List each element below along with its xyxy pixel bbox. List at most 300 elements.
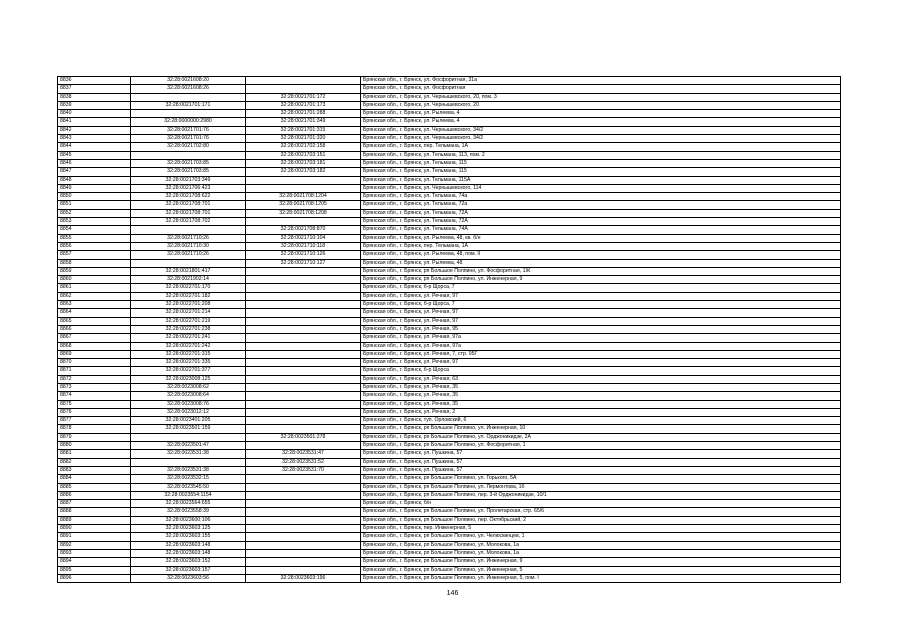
row-number-cell: 8837 [58,85,131,93]
table-row [58,350,841,358]
parcel-cadastral-number-cell: 32:28:0023501:159 [131,425,246,433]
table-row [58,259,841,267]
row-number-cell: 8868 [58,342,131,350]
parcel-cadastral-number-cell: 32:28:0023008:64 [131,392,246,400]
address-cell: Брянская обл., г. Брянск, ул. Тельмана, 115А [361,176,841,184]
row-number-cell: 8851 [58,201,131,209]
row-number-cell: 8861 [58,284,131,292]
row-number-cell: 8843 [58,135,131,143]
row-number-cell: 8883 [58,466,131,474]
row-number-cell: 8865 [58,317,131,325]
table-row [58,508,841,516]
row-number-cell: 8854 [58,226,131,234]
parcel-cadastral-number-cell: 32:28:0023008:62 [131,383,246,391]
parcel-cadastral-number-cell: 32:28:0021703:349 [131,176,246,184]
building-cadastral-number-cell: 32:28:0021708:1205 [246,201,361,209]
table-row [58,118,841,126]
building-cadastral-number-cell [246,417,361,425]
building-cadastral-number-cell [246,525,361,533]
row-number-cell: 8882 [58,458,131,466]
building-cadastral-number-cell [246,408,361,416]
row-number-cell: 8838 [58,93,131,101]
row-number-cell: 8862 [58,292,131,300]
table-row [58,359,841,367]
row-number-cell: 8856 [58,242,131,250]
address-cell: Брянская обл., г. Брянск, ул. Речная, 97а [361,334,841,342]
table-row [58,408,841,416]
table-row [58,309,841,317]
building-cadastral-number-cell [246,267,361,275]
address-cell: Брянская обл., г. Брянск, ул. Речная, 97 [361,309,841,317]
address-cell: Брянская обл., г. Брянск, рп Большое Полпино, ул. Инженерная, 9 [361,558,841,566]
address-cell: Брянская обл., г. Брянск, ул. Речная, 63 [361,375,841,383]
parcel-cadastral-number-cell: 32:28:0023532:15 [131,475,246,483]
parcel-cadastral-number-cell: 32:28:0021701:171 [131,101,246,109]
address-cell: Брянская обл., г. Брянск, туп. Орловский, 6 [361,417,841,425]
building-cadastral-number-cell [246,309,361,317]
row-number-cell: 8869 [58,350,131,358]
building-cadastral-number-cell [246,350,361,358]
address-cell: Брянская обл., г. Брянск, рп Большое Полпино, пер. 3-й Орджоникидзе, 10/1 [361,491,841,499]
table-row [58,392,841,400]
building-cadastral-number-cell [246,516,361,524]
address-cell: Брянская обл., г. Брянск, рп Большое Полпино, ул. Челюскинцев, 1 [361,533,841,541]
building-cadastral-number-cell [246,292,361,300]
address-cell: Брянская обл., г. Брянск, ул. Чернышевского, 20 [361,101,841,109]
row-number-cell: 8841 [58,118,131,126]
parcel-cadastral-number-cell: 32:28:0023564:655 [131,500,246,508]
address-cell: Брянская обл., г. Брянск, б/н [361,500,841,508]
table-row [58,77,841,85]
parcel-cadastral-number-cell: 32:28:0022701:377 [131,367,246,375]
address-cell: Брянская обл., г. Брянск, ул. Речная, 97а [361,342,841,350]
parcel-cadastral-number-cell: 32:28:0021801:417 [131,267,246,275]
row-number-cell: 8886 [58,491,131,499]
building-cadastral-number-cell: 32:28:0021701:349 [246,118,361,126]
row-number-cell: 8871 [58,367,131,375]
table-row [58,466,841,474]
table-row [58,168,841,176]
building-cadastral-number-cell [246,325,361,333]
address-cell: Брянская обл., г. Брянск, ул. Речная, 97 [361,292,841,300]
table-row [58,184,841,192]
parcel-cadastral-number-cell: 32:28:0021701:76 [131,126,246,134]
building-cadastral-number-cell [246,276,361,284]
address-cell: Брянская обл., г. Брянск, ул. Тельмана, 74а [361,193,841,201]
address-cell: Брянская обл., г. Брянск, рп Большое Полпино, ул. Лермонтова, 1б [361,483,841,491]
row-number-cell: 8881 [58,450,131,458]
table-row [58,442,841,450]
table-row [58,325,841,333]
parcel-cadastral-number-cell: 32:28:0021703:85 [131,168,246,176]
address-cell: Брянская обл., г. Брянск, рп Большое Полпино, ул. Инженерная, 5, пом. I [361,574,841,582]
table-row [58,400,841,408]
table-row [58,549,841,557]
address-cell: Брянская обл., г. Брянск, рп Большое Полпино, ул. Инженерная, 5 [361,566,841,574]
building-cadastral-number-cell: 32:28:0021703:182 [246,168,361,176]
table-row [58,566,841,574]
table-row [58,209,841,217]
row-number-cell: 8846 [58,159,131,167]
row-number-cell: 8852 [58,209,131,217]
row-number-cell: 8840 [58,110,131,118]
address-cell: Брянская обл., г. Брянск, ул. Тельмана, 74А [361,226,841,234]
table-row [58,201,841,209]
row-number-cell: 8853 [58,218,131,226]
building-cadastral-number-cell [246,176,361,184]
address-cell: Брянская обл., г. Брянск, ул. Тельмана, 72А [361,218,841,226]
building-cadastral-number-cell: 32:28:0021708:1204 [246,193,361,201]
table-row [58,292,841,300]
row-number-cell: 8866 [58,325,131,333]
address-cell: Брянская обл., г. Брянск, ул. Пушкина, 57 [361,450,841,458]
parcel-cadastral-number-cell: 32:28:0022701:219 [131,317,246,325]
address-cell: Брянская обл., г. Брянск, рп Большое Полпино, ул. Фосфоритная, 1 [361,442,841,450]
parcel-cadastral-number-cell [131,151,246,159]
address-cell: Брянская обл., г. Брянск, ул. Чернышевского, 34/2 [361,135,841,143]
table-row [58,276,841,284]
building-cadastral-number-cell [246,367,361,375]
parcel-cadastral-number-cell: 32:28:0021608:20 [131,77,246,85]
building-cadastral-number-cell [246,375,361,383]
address-cell: Брянская обл., г. Брянск, ул. Тельмана, 115 [361,159,841,167]
table-row [58,151,841,159]
table-row [58,500,841,508]
table-row [58,533,841,541]
table-row [58,574,841,582]
parcel-cadastral-number-cell: 32:28:0021702:80 [131,143,246,151]
row-number-cell: 8889 [58,516,131,524]
building-cadastral-number-cell [246,549,361,557]
address-cell: Брянская обл., г. Брянск, рп Большое Полпино, ул. Инженерная, 9 [361,276,841,284]
parcel-cadastral-number-cell: 32:28:0023008:125 [131,375,246,383]
table-row [58,433,841,441]
building-cadastral-number-cell [246,508,361,516]
row-number-cell: 8860 [58,276,131,284]
address-cell: Брянская обл., г. Брянск, пер. Тельмана, 1А [361,242,841,250]
building-cadastral-number-cell [246,218,361,226]
parcel-cadastral-number-cell: 32:28:0022701:241 [131,334,246,342]
building-cadastral-number-cell [246,184,361,192]
address-cell: Брянская обл., г. Брянск, б-р Щорса, 7 [361,301,841,309]
table-row [58,284,841,292]
data-table-container [57,76,841,583]
parcel-cadastral-number-cell [131,93,246,101]
parcel-cadastral-number-cell: 32:28:0021703:85 [131,159,246,167]
parcel-cadastral-number-cell: 32:28:0022701:182 [131,292,246,300]
table-row [58,558,841,566]
row-number-cell: 8850 [58,193,131,201]
table-row [58,193,841,201]
parcel-cadastral-number-cell: 32:28:0023603:148 [131,549,246,557]
parcel-cadastral-number-cell: 32:28:0021701:76 [131,135,246,143]
building-cadastral-number-cell: 32:28:0021710:127 [246,259,361,267]
building-cadastral-number-cell [246,85,361,93]
parcel-cadastral-number-cell: 32:28:0023401:205 [131,417,246,425]
building-cadastral-number-cell: 32:28:0021708:1208 [246,209,361,217]
row-number-cell: 8879 [58,433,131,441]
parcel-cadastral-number-cell: 32:28:0021708:701 [131,201,246,209]
building-cadastral-number-cell [246,442,361,450]
building-cadastral-number-cell: 32:28:0023531:70 [246,466,361,474]
table-row [58,483,841,491]
parcel-cadastral-number-cell: 32:28:0021710:26 [131,251,246,259]
address-cell: Брянская обл., г. Брянск, ул. Фосфоритная [361,85,841,93]
row-number-cell: 8864 [58,309,131,317]
address-cell: Брянская обл., г. Брянск, ул. Рылеева, 48 [361,259,841,267]
address-cell: Брянская обл., г. Брянск, ул. Речная, 7, стр. 95Г [361,350,841,358]
building-cadastral-number-cell [246,359,361,367]
table-row [58,159,841,167]
address-cell: Брянская обл., г. Брянск, ул. Тельмана, 115 [361,168,841,176]
building-cadastral-number-cell: 32:28:0021710:104 [246,234,361,242]
parcel-cadastral-number-cell [131,433,246,441]
table-row [58,93,841,101]
row-number-cell: 8867 [58,334,131,342]
table-row [58,425,841,433]
parcel-cadastral-number-cell: 32:28:0021710:30 [131,242,246,250]
parcel-cadastral-number-cell: 32:28:0023603:152 [131,558,246,566]
address-cell: Брянская обл., г. Брянск, ул. Тельмана, 72а [361,201,841,209]
table-row [58,475,841,483]
building-cadastral-number-cell: 32:28:0023603:196 [246,574,361,582]
parcel-cadastral-number-cell: 32:28:0023545:50 [131,483,246,491]
address-cell: Брянская обл., г. Брянск, ул. Фосфоритная, 31а [361,77,841,85]
building-cadastral-number-cell [246,558,361,566]
row-number-cell: 8878 [58,425,131,433]
table-row [58,234,841,242]
table-row [58,176,841,184]
building-cadastral-number-cell: 32:28:0021703:181 [246,159,361,167]
building-cadastral-number-cell [246,566,361,574]
row-number-cell: 8863 [58,301,131,309]
row-number-cell: 8845 [58,151,131,159]
parcel-cadastral-number-cell: 32:28:0022701:214 [131,309,246,317]
building-cadastral-number-cell [246,77,361,85]
table-row [58,85,841,93]
parcel-cadastral-number-cell: 32:28:0023603:155 [131,533,246,541]
address-cell: Брянская обл., г. Брянск, ул. Чернышевского, 34/2 [361,126,841,134]
building-cadastral-number-cell [246,500,361,508]
row-number-cell: 8874 [58,392,131,400]
table-row [58,541,841,549]
address-cell: Брянская обл., г. Брянск, рп Большое Полпино, ул. Молокова, 1а [361,541,841,549]
table-row [58,450,841,458]
building-cadastral-number-cell [246,301,361,309]
building-cadastral-number-cell [246,533,361,541]
table-row [58,375,841,383]
row-number-cell: 8893 [58,549,131,557]
address-cell: Брянская обл., г. Брянск, б-р Щорса [361,367,841,375]
building-cadastral-number-cell [246,491,361,499]
parcel-cadastral-number-cell: 32:28:0023558:39 [131,508,246,516]
building-cadastral-number-cell: 32:28:0021701:288 [246,110,361,118]
building-cadastral-number-cell [246,541,361,549]
table-body [58,77,841,583]
parcel-cadastral-number-cell: 32:28:0021710:26 [131,234,246,242]
table-row [58,301,841,309]
parcel-cadastral-number-cell: 32:28:0021708:701 [131,209,246,217]
building-cadastral-number-cell [246,483,361,491]
address-cell: Брянская обл., г. Брянск, ул. Рылеева, 4 [361,110,841,118]
building-cadastral-number-cell: 32:28:0021708:870 [246,226,361,234]
table-row [58,334,841,342]
address-cell: Брянская обл., г. Брянск, ул. Речная, 97 [361,359,841,367]
table-row [58,218,841,226]
row-number-cell: 8847 [58,168,131,176]
parcel-cadastral-number-cell: 32:28:0021608:26 [131,85,246,93]
parcel-cadastral-number-cell: 32:28:0023008:76 [131,400,246,408]
address-cell: Брянская обл., г. Брянск, пер. Инженерная, 5 [361,525,841,533]
address-cell: Брянская обл., г. Брянск, ул. Пушкина, 57 [361,458,841,466]
parcel-cadastral-number-cell: 32:28:0023603:125 [131,525,246,533]
parcel-cadastral-number-cell: 32:28:0023603:56 [131,574,246,582]
table-row [58,525,841,533]
row-number-cell: 8839 [58,101,131,109]
building-cadastral-number-cell [246,383,361,391]
parcel-cadastral-number-cell: 32:28:0023501:47 [131,442,246,450]
parcel-cadastral-number-cell: 32:28:0022701:335 [131,359,246,367]
table-row [58,516,841,524]
table-row [58,126,841,134]
row-number-cell: 8872 [58,375,131,383]
row-number-cell: 8884 [58,475,131,483]
parcel-cadastral-number-cell: 32:28:0021708:702 [131,218,246,226]
parcel-cadastral-number-cell: 32:28:0021902:14 [131,276,246,284]
building-cadastral-number-cell: 32:28:0021710:118 [246,242,361,250]
parcel-cadastral-number-cell: 32:28:0021708:622 [131,193,246,201]
parcel-cadastral-number-cell [131,110,246,118]
row-number-cell: 8892 [58,541,131,549]
parcel-cadastral-number-cell [131,226,246,234]
parcel-cadastral-number-cell: 32:28:0022701:208 [131,301,246,309]
row-number-cell: 8888 [58,508,131,516]
parcel-cadastral-number-cell: 32:28:0023603:157 [131,566,246,574]
address-cell: Брянская обл., г. Брянск, ул. Речная, 35 [361,400,841,408]
row-number-cell: 8895 [58,566,131,574]
address-cell: Брянская обл., г. Брянск, пер. Тельмана, 1А [361,143,841,151]
address-cell: Брянская обл., г. Брянск, ул. Рылеева, 4 [361,118,841,126]
row-number-cell: 8858 [58,259,131,267]
row-number-cell: 8891 [58,533,131,541]
row-number-cell: 8855 [58,234,131,242]
table-row [58,267,841,275]
address-cell: Брянская обл., г. Брянск, рп Большое Полпино, ул. Молокова, 1а [361,549,841,557]
address-cell: Брянская обл., г. Брянск, б-р Щорса, 7 [361,284,841,292]
row-number-cell: 8890 [58,525,131,533]
address-cell: Брянская обл., г. Брянск, рп Большое Полпино, ул. Фосфоритная, 1Ж [361,267,841,275]
row-number-cell: 8873 [58,383,131,391]
address-cell: Брянская обл., г. Брянск, ул. Речная, 35 [361,392,841,400]
parcel-cadastral-number-cell: 32:28:0023531:38 [131,450,246,458]
building-cadastral-number-cell: 32:28:0021703:151 [246,151,361,159]
address-cell: Брянская обл., г. Брянск, ул. Речная, 95 [361,325,841,333]
parcel-cadastral-number-cell: 32:28:0023531:38 [131,466,246,474]
building-cadastral-number-cell: 32:28:0021701:320 [246,135,361,143]
address-cell: Брянская обл., г. Брянск, ул. Чернышевского, 114 [361,184,841,192]
table-row [58,135,841,143]
parcel-cadastral-number-cell: 32:28:0023012:12 [131,408,246,416]
building-cadastral-number-cell: 32:28:0023531:52 [246,458,361,466]
table-row [58,458,841,466]
table-row [58,226,841,234]
address-cell: Брянская обл., г. Брянск, ул. Рылеева, 48, пом. II [361,251,841,259]
table-row [58,110,841,118]
building-cadastral-number-cell [246,392,361,400]
table-row [58,383,841,391]
row-number-cell: 8887 [58,500,131,508]
parcel-cadastral-number-cell: 32:28:0021706:423 [131,184,246,192]
address-cell: Брянская обл., г. Брянск, ул. Речная, 97 [361,317,841,325]
address-cell: Брянская обл., г. Брянск, ул. Пушкина, 57 [361,466,841,474]
address-cell: Брянская обл., г. Брянск, рп Большое Полпино, ул. Горького, 5А [361,475,841,483]
table-row [58,101,841,109]
building-cadastral-number-cell [246,425,361,433]
parcel-cadastral-number-cell: 32:28:0022701:238 [131,325,246,333]
building-cadastral-number-cell [246,284,361,292]
parcel-cadastral-number-cell: 32:28:0022701:315 [131,350,246,358]
parcel-cadastral-number-cell: 32:28:0023554:1154 [131,491,246,499]
address-cell: Брянская обл., г. Брянск, рп Большое Полпино, ул. Пролетарская, стр. 65/6 [361,508,841,516]
row-number-cell: 8836 [58,77,131,85]
row-number-cell: 8859 [58,267,131,275]
table-row [58,242,841,250]
address-cell: Брянская обл., г. Брянск, рп Большое Полпино, ул. Орджоникидзе, 2А [361,433,841,441]
row-number-cell: 8876 [58,408,131,416]
parcel-cadastral-number-cell: 32:28:0023603:148 [131,541,246,549]
address-cell: Брянская обл., г. Брянск, рп Большое Полпино, пер. Октябрьский, 2 [361,516,841,524]
parcel-cadastral-number-cell: 32:28:0022701:170 [131,284,246,292]
parcel-cadastral-number-cell: 32:28:0000000:2980 [131,118,246,126]
building-cadastral-number-cell: 32:28:0021701:315 [246,126,361,134]
address-cell: Брянская обл., г. Брянск, рп Большое Полпино, ул. Инженерная, 10 [361,425,841,433]
address-cell: Брянская обл., г. Брянск, ул. Рылеева, 48, кв. б/н [361,234,841,242]
building-cadastral-number-cell [246,400,361,408]
table-row [58,342,841,350]
building-cadastral-number-cell [246,475,361,483]
table-row [58,367,841,375]
row-number-cell: 8849 [58,184,131,192]
cadastral-table [57,76,841,583]
parcel-cadastral-number-cell: 32:28:0022701:242 [131,342,246,350]
address-cell: Брянская обл., г. Брянск, ул. Речная, 2 [361,408,841,416]
parcel-cadastral-number-cell: 32:28:0023600:106 [131,516,246,524]
row-number-cell: 8880 [58,442,131,450]
building-cadastral-number-cell: 32:28:0021710:126 [246,251,361,259]
table-row [58,417,841,425]
building-cadastral-number-cell [246,317,361,325]
table-row [58,491,841,499]
building-cadastral-number-cell: 32:28:0023531:47 [246,450,361,458]
building-cadastral-number-cell: 32:28:0023501:278 [246,433,361,441]
address-cell: Брянская обл., г. Брянск, ул. Тельмана, 72А [361,209,841,217]
table-row [58,143,841,151]
row-number-cell: 8896 [58,574,131,582]
building-cadastral-number-cell [246,342,361,350]
parcel-cadastral-number-cell [131,458,246,466]
table-row [58,251,841,259]
row-number-cell: 8885 [58,483,131,491]
parcel-cadastral-number-cell [131,259,246,267]
page-number: 146 [446,590,459,597]
address-cell: Брянская обл., г. Брянск, ул. Тельмана, 113, пом. 2 [361,151,841,159]
row-number-cell: 8857 [58,251,131,259]
row-number-cell: 8842 [58,126,131,134]
building-cadastral-number-cell: 32:28:0021701:172 [246,93,361,101]
row-number-cell: 8875 [58,400,131,408]
building-cadastral-number-cell [246,334,361,342]
building-cadastral-number-cell: 32:28:0021702:158 [246,143,361,151]
